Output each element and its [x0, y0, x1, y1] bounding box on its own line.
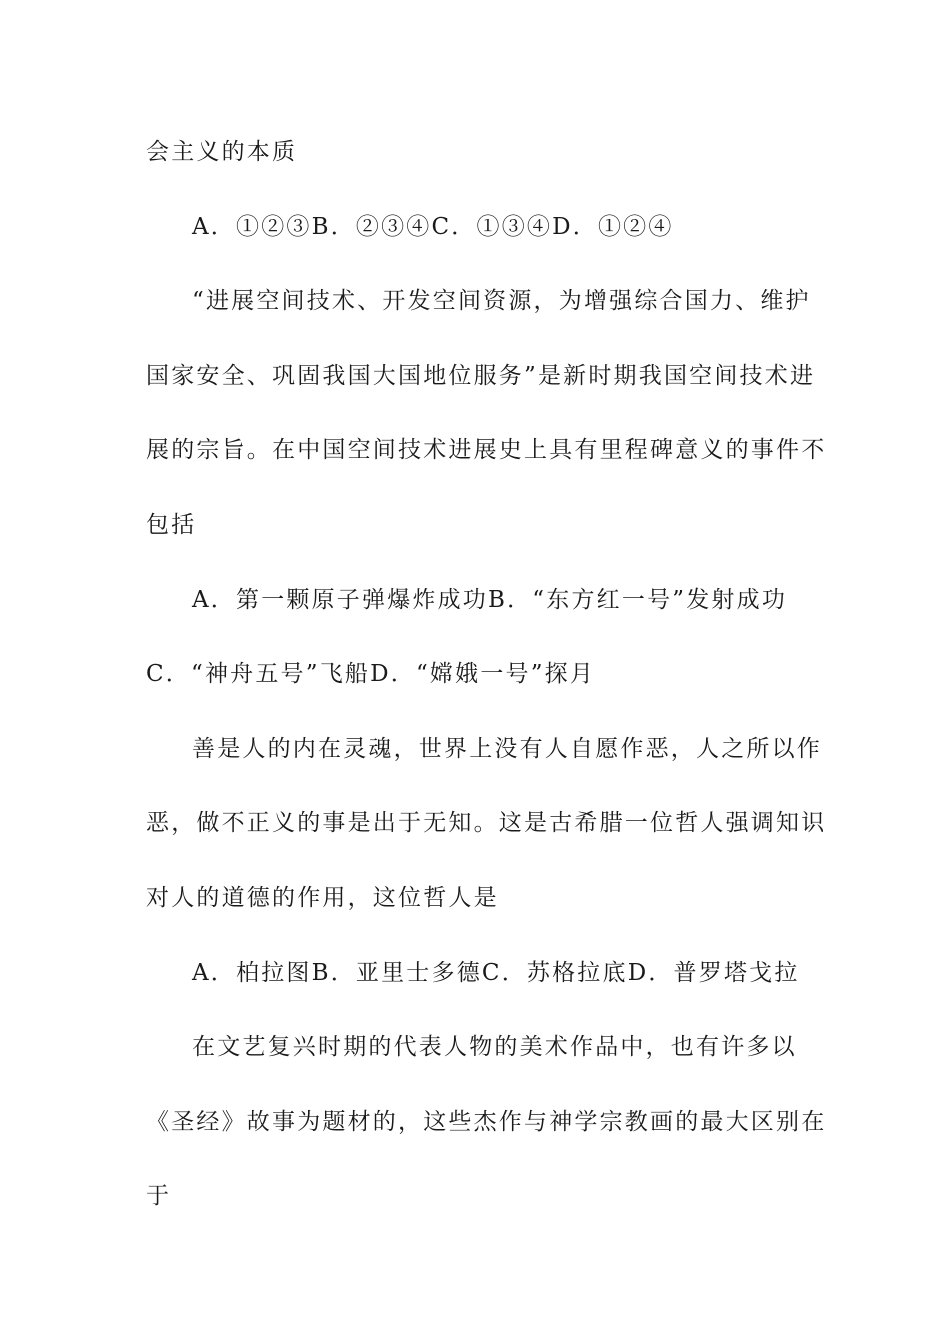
answer-options-2a: A．第一颗原子弹爆炸成功B．“东方红一号”发射成功 — [192, 587, 788, 613]
question-3-line-1: 善是人的内在灵魂，世界上没有人自愿作恶，人之所以作 — [192, 736, 822, 762]
text-line-1: 会主义的本质 — [146, 139, 298, 165]
answer-options-2b: C．“神舟五号”飞船D．“嫦娥一号”探月 — [146, 661, 596, 687]
answer-options-3: A．柏拉图B．亚里士多德C．苏格拉底D．普罗塔戈拉 — [192, 960, 800, 986]
question-2-line-4: 包括 — [146, 512, 197, 538]
question-2-line-3: 展的宗旨。在中国空间技术进展史上具有里程碑意义的事件不 — [146, 437, 827, 463]
question-3-line-3: 对人的道德的作用，这位哲人是 — [146, 885, 499, 911]
question-2-line-1: “进展空间技术、开发空间资源，为增强综合国力、维护 — [192, 288, 811, 314]
question-3-line-2: 恶，做不正义的事是出于无知。这是古希腊一位哲人强调知识 — [146, 810, 827, 836]
answer-options-1: A．①②③B．②③④C．①③④D．①②④ — [192, 214, 674, 240]
question-4-line-3: 于 — [146, 1183, 172, 1209]
question-4-line-2: 《圣经》故事为题材的，这些杰作与神学宗教画的最大区别在 — [146, 1109, 827, 1135]
question-2-line-2: 国家安全、巩固我国大国地位服务”是新时期我国空间技术进 — [146, 363, 816, 389]
question-4-line-1: 在文艺复兴时期的代表人物的美术作品中，也有许多以 — [192, 1034, 797, 1060]
